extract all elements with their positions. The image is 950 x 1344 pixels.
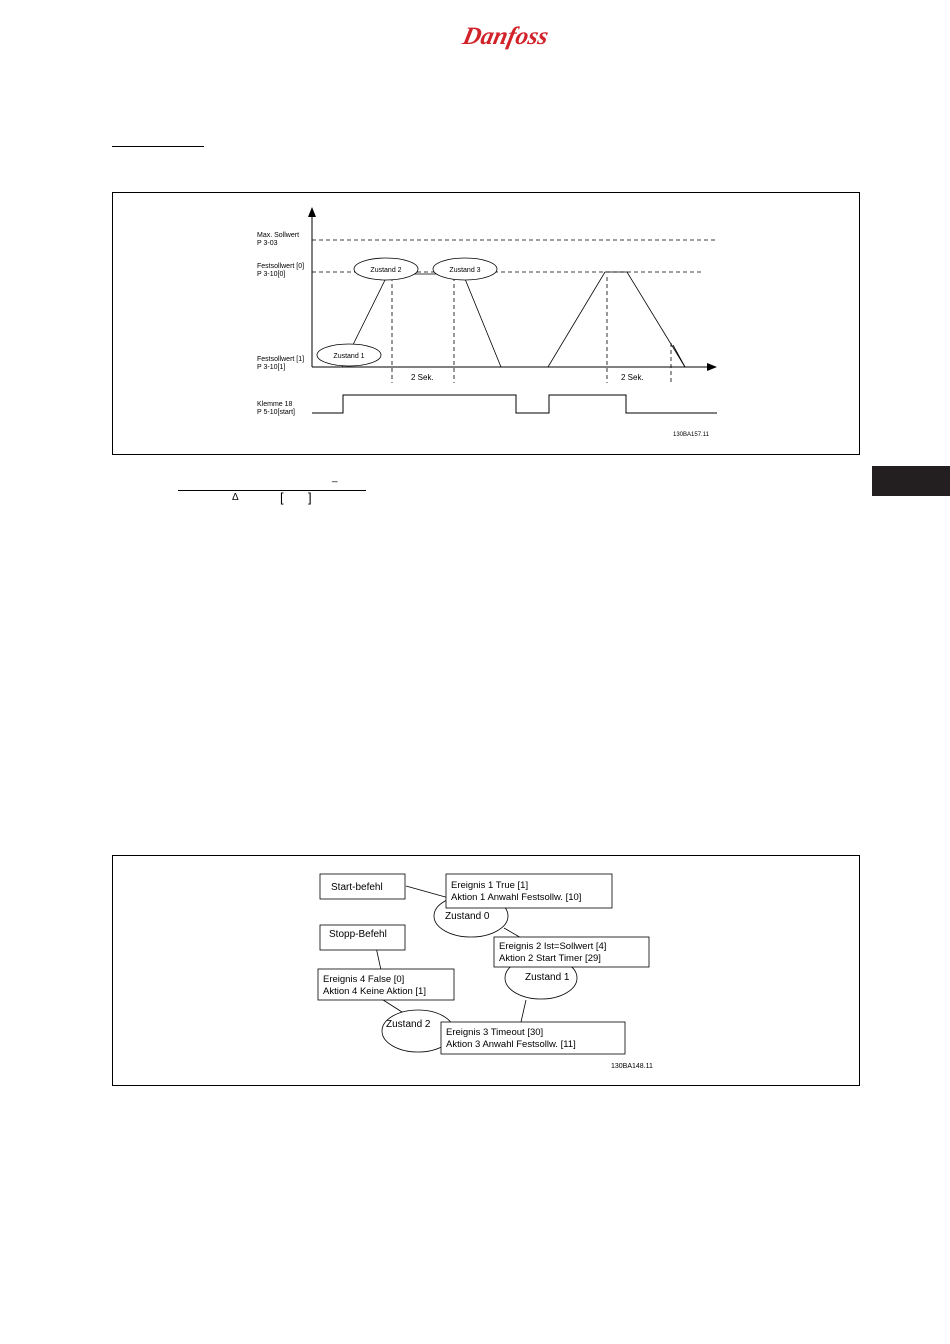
event2-line2: Aktion 2 Start Timer [29] bbox=[499, 953, 601, 964]
input-label-param: P 5-10[start] bbox=[257, 409, 296, 416]
stop-command-label: Stopp-Befehl bbox=[329, 929, 387, 940]
event4-line1: Ereignis 4 False [0] bbox=[323, 974, 405, 985]
formula-top-mark: _ bbox=[332, 472, 338, 483]
event2-line1: Ereignis 2 Ist=Sollwert [4] bbox=[499, 941, 607, 952]
formula-bracket-left: [ bbox=[280, 490, 284, 505]
state3-label: Zustand 3 bbox=[449, 267, 481, 274]
timing-svg bbox=[113, 193, 861, 456]
state-machine-diagram bbox=[112, 855, 860, 1086]
speed-trace bbox=[342, 272, 685, 367]
event3-line1: Ereignis 3 Timeout [30] bbox=[446, 1027, 544, 1038]
state2-label: Zustand 2 bbox=[370, 267, 402, 274]
figure-id: 130BA148.11 bbox=[611, 1063, 653, 1070]
state2-label: Zustand 2 bbox=[386, 1019, 431, 1030]
event4-line2: Aktion 4 Keine Aktion [1] bbox=[323, 986, 426, 997]
state-machine-svg bbox=[113, 856, 861, 1087]
time-label-2: 2 Sek. bbox=[621, 373, 644, 382]
formula-fraction-line bbox=[178, 490, 366, 491]
time-label-1: 2 Sek. bbox=[411, 373, 434, 382]
figure-id: 130BA157.11 bbox=[673, 432, 709, 438]
y-label-preset1: Festsollwert [1] bbox=[257, 356, 305, 363]
start-command-label: Start-befehl bbox=[331, 882, 383, 893]
event1-line1: Ereignis 1 True [1] bbox=[451, 880, 529, 891]
event3-line2: Aktion 3 Anwahl Festsollw. [11] bbox=[446, 1039, 576, 1050]
state0-label: Zustand 0 bbox=[445, 911, 490, 922]
y-label-preset0-param: P 3-10[0] bbox=[257, 271, 286, 278]
terminal-signal-trace bbox=[312, 395, 717, 413]
y-axis-arrow bbox=[308, 207, 316, 217]
state1-label: Zustand 1 bbox=[525, 972, 570, 983]
y-label-preset0: Festsollwert [0] bbox=[257, 263, 305, 270]
logo-wordmark: Danfoss bbox=[460, 22, 551, 50]
formula-delta: Δ bbox=[232, 492, 239, 503]
event1-line2: Aktion 1 Anwahl Festsollw. [10] bbox=[451, 892, 582, 903]
y-label-max-param: P 3-03 bbox=[257, 240, 278, 247]
y-label-max: Max. Sollwert bbox=[257, 232, 300, 239]
formula-bracket-right: ] bbox=[308, 490, 312, 505]
formula bbox=[178, 470, 368, 510]
speed-trace-tail bbox=[673, 345, 685, 367]
y-label-preset1-param: P 3-10[1] bbox=[257, 364, 286, 371]
input-label: Klemme 18 bbox=[257, 401, 293, 408]
chapter-tab bbox=[872, 466, 950, 496]
danfoss-logo bbox=[458, 14, 556, 52]
x-axis-arrow bbox=[707, 363, 717, 371]
link-start-event1 bbox=[406, 886, 449, 898]
ramp-timing-diagram bbox=[112, 192, 860, 455]
state1-label: Zustand 1 bbox=[333, 353, 365, 360]
section-rule bbox=[112, 146, 204, 147]
link-state1-event3 bbox=[521, 1000, 526, 1022]
